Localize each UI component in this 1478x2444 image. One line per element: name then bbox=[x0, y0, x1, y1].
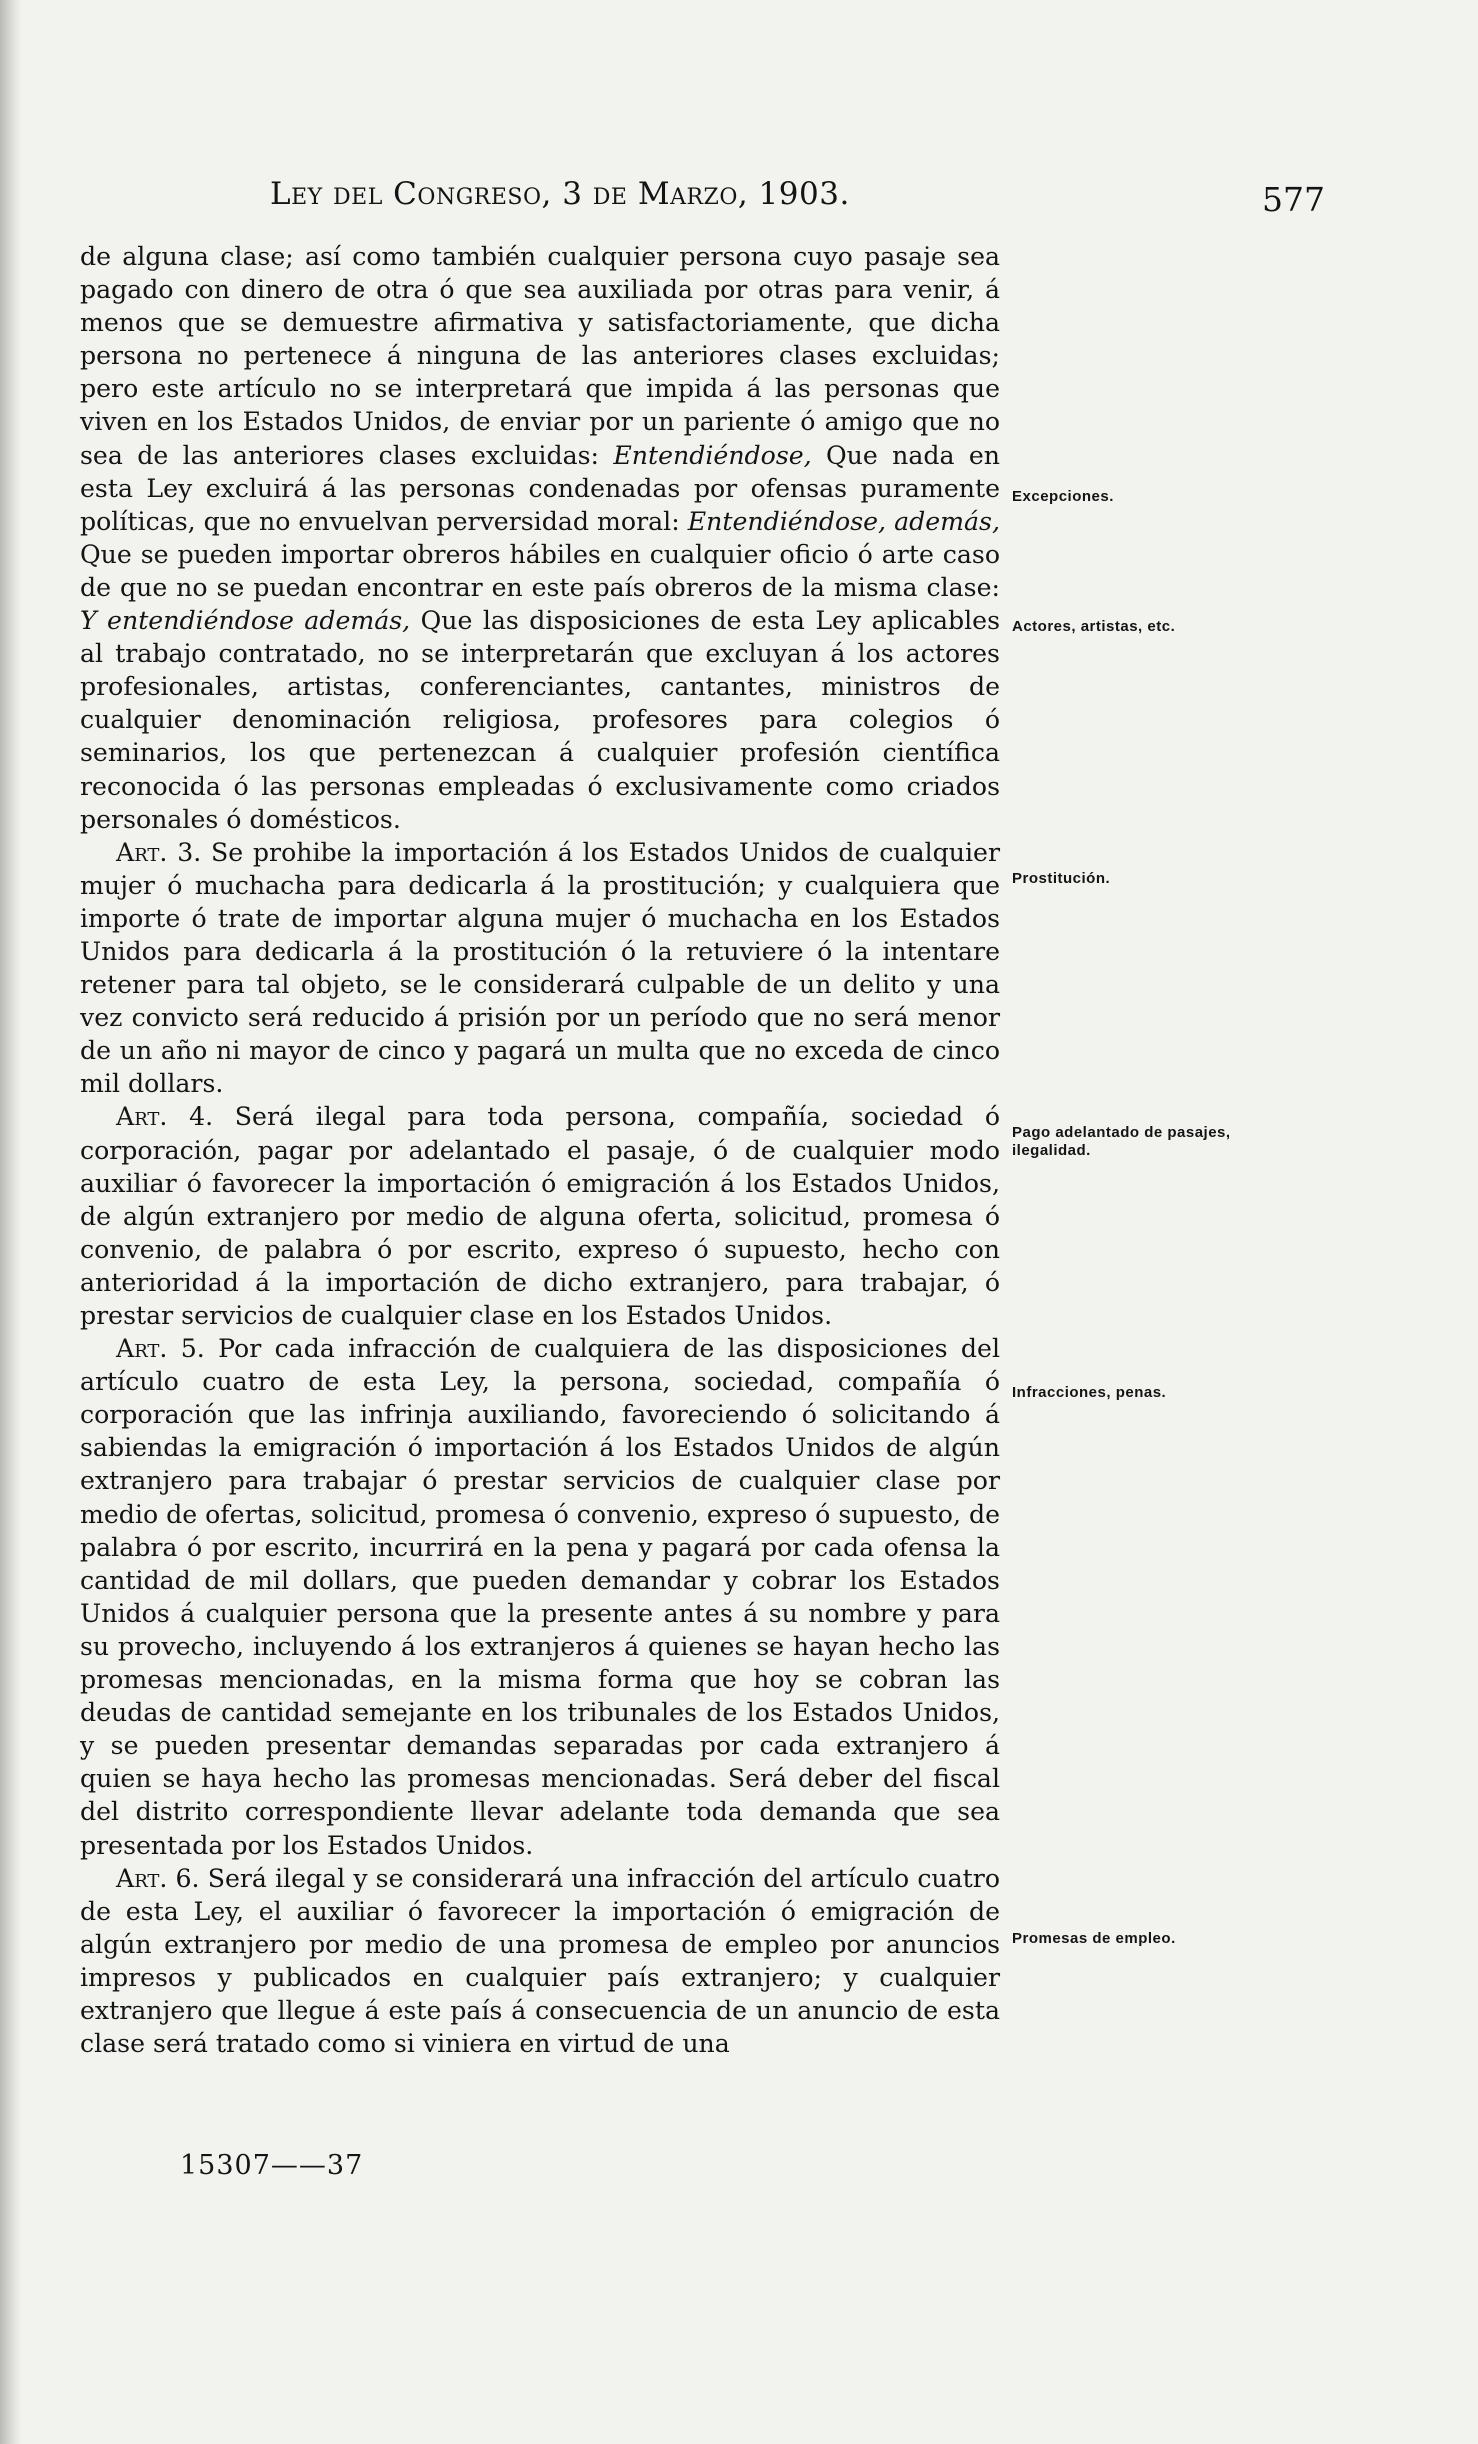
printer-signature-mark: 15307——37 bbox=[180, 2150, 364, 2181]
marginal-note-infracciones: Infracciones, penas. bbox=[1012, 1384, 1167, 1401]
running-head: Ley del Congreso, 3 de Marzo, 1903. bbox=[270, 176, 850, 212]
article-6: Art. 6. Será ilegal y se considerará una infracción del artículo cuatro de esta Ley, el auxiliar ó favorecer la importación ó emigración de algún extranjero por medio de una promesa de empleo por anuncios impresos y publicados en cualquier país extranjero; y cualquier extranjero que llegue á este país á consecuencia de un anuncio de esta clase será tratado como si viniera en virtud de una bbox=[80, 1863, 1000, 2059]
article-label: Art. 6. bbox=[116, 1863, 200, 1893]
marginal-note-pago-adelantado: Pago adelantado de pasajes, ilegalidad. bbox=[1012, 1124, 1231, 1159]
body-text bbox=[80, 240, 1000, 2060]
marginal-note-promesas: Promesas de empleo. bbox=[1012, 1930, 1176, 1947]
article-label: Art. 3. bbox=[116, 837, 202, 867]
marginal-note-excepciones: Excepciones. bbox=[1012, 488, 1114, 505]
paragraph-continuation: de alguna clase; así como también cualquier persona cuyo pasaje sea pagado con dinero de otra ó que sea auxiliada por otras para venir, á menos que se demuestre afirmativa y satisfactoriamente, que dicha persona no pertenece á ninguna de las anteriores clases excluidas; pero este artículo no se interpretará que impida á las personas que viven en los Estados Unidos, de enviar por un pariente ó amigo que no sea de las anteriores clases excluidas: Entendiéndose, Que nada en esta Ley excluirá á las personas condenadas por ofensas puramente políticas, que no envuelvan perversidad moral: Entendiéndose, además, Que se pueden importar obreros hábiles en cualquier oficio ó arte caso de que no se puedan encontrar en este país obreros de la misma clase: Y entendiéndose además, Que las disposiciones de esta Ley aplicables al trabajo contratado, no se interpretarán que excluyan á los actores profesionales, artistas, conferenciantes, cantantes, ministros de cualquier denominación religiosa, profesores para colegios ó seminarios, los que pertenezcan á cualquier profesión científica reconocida ó las personas empleadas ó exclusivamente como criados personales ó domésticos. bbox=[80, 242, 1000, 834]
page-left-edge-shadow bbox=[0, 0, 22, 2444]
article-5: Art. 5. Por cada infracción de cualquiera de las disposiciones del artículo cuatro de esta Ley, la persona, sociedad, compañía ó corporación que las infrinja auxiliando, favoreciendo ó solicitando á sabiendas la emigración ó importación á los Estados Unidos de algún extranjero para trabajar ó prestar servicios de cualquier clase por medio de ofertas, solicitud, promesa ó convenio, expreso ó supuesto, de palabra ó por escrito, incurrirá en la pena y pagará por cada ofensa la cantidad de mil dollars, que pueden demandar y cobrar los Estados Unidos á cualquier persona que la presente antes á su nombre y para su provecho, incluyendo á los extranjeros á quienes se hayan hecho las promesas mencionadas, en la misma forma que hoy se cobran las deudas de cantidad semejante en los tribunales de los Estados Unidos, y se pueden presentar demandas separadas por cada extranjero á quien se haya hecho las promesas mencionadas. Será deber del fiscal del distrito correspondiente llevar adelante toda demanda que sea presentada por los Estados Unidos. bbox=[80, 1334, 1001, 1860]
page-number: 577 bbox=[1262, 180, 1325, 219]
article-label: Art. 4. bbox=[116, 1102, 214, 1132]
marginal-note-prostitucion: Prostitución. bbox=[1012, 870, 1111, 887]
article-label: Art. 5. bbox=[116, 1334, 205, 1364]
marginal-note-actores: Actores, artistas, etc. bbox=[1012, 618, 1176, 635]
article-4: Art. 4. Será ilegal para toda persona, compañía, sociedad ó corporación, pagar por adelantado el pasaje, ó de cualquier modo auxiliar ó favorecer la importación ó emigración á los Estados Unidos, de algún extranjero por medio de alguna oferta, solicitud, promesa ó convenio, de palabra ó por escrito, expreso ó supuesto, hecho con anterioridad á la importación de dicho extranjero, para trabajar, ó prestar servicios de cualquier clase en los Estados Unidos. bbox=[80, 1102, 1000, 1330]
article-3: Art. 3. Se prohibe la importación á los Estados Unidos de cualquier mujer ó muchacha para dedicarla á la prostitución; y cualquiera que importe ó trate de importar alguna mujer ó muchacha en los Estados Unidos para dedicarla á la prostitución ó la retuviere ó la intentare retener para tal objeto, se le considerará culpable de un delito y una vez convicto será reducido á prisión por un período que no será menor de un año ni mayor de cinco y pagará un multa que no exceda de cinco mil dollars. bbox=[80, 837, 1000, 1099]
